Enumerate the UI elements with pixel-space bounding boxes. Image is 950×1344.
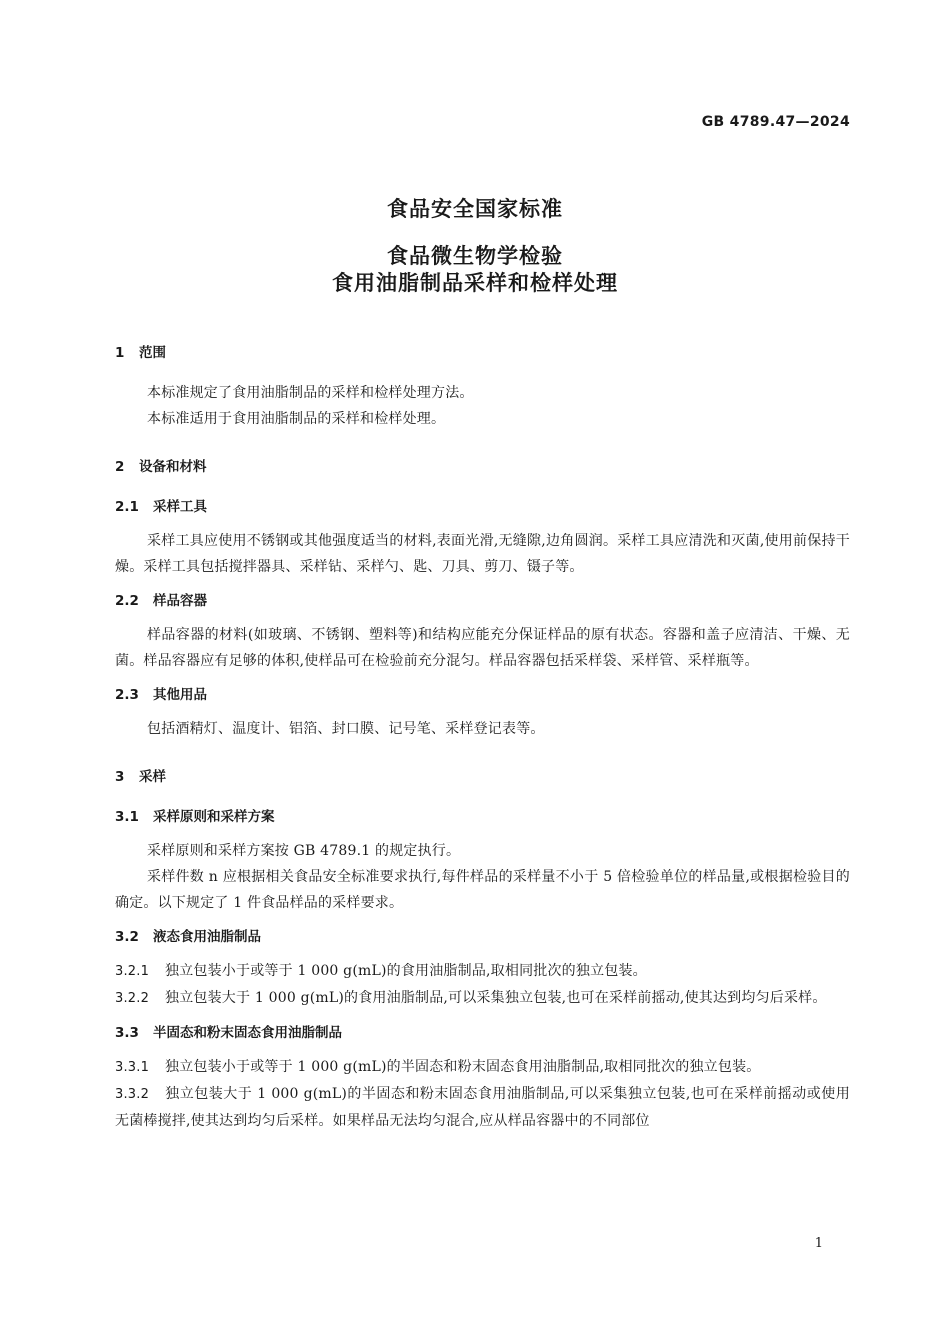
subsection-number: 2.2 — [115, 593, 139, 609]
clause-3-3-2 — [115, 1081, 850, 1134]
page-number: 1 — [814, 1236, 823, 1251]
clause-number: 3.2.1 — [115, 964, 150, 979]
document-body — [115, 340, 850, 1134]
clause-3-2-1 — [115, 958, 850, 985]
document-title-line2: 食品微生物学检验 — [387, 244, 563, 268]
subsection-heading-3-2 — [115, 924, 850, 950]
section-title: 设备和材料 — [139, 459, 207, 475]
subsection-heading-3-3 — [115, 1020, 850, 1046]
subsection-title: 其他用品 — [153, 687, 207, 703]
document-title-main: 食品安全国家标准 — [387, 197, 563, 221]
paragraph: 采样工具应使用不锈钢或其他强度适当的材料,表面光滑,无缝隙,边角圆润。采样工具应清洗和灭菌,使用前保持干燥。采样工具包括搅拌器具、采样钻、采样勺、匙、刀具、剪刀、镊子等。 — [115, 533, 850, 575]
subsection-number: 3.1 — [115, 809, 139, 825]
document-title-block — [0, 196, 950, 297]
subsection-heading-2-2 — [115, 588, 850, 614]
subsection-heading-2-3 — [115, 682, 850, 708]
standard-code: GB 4789.47—2024 — [701, 114, 850, 130]
subsection-number: 2.3 — [115, 687, 139, 703]
section-title: 范围 — [139, 345, 166, 361]
paragraph: 本标准规定了食用油脂制品的采样和检样处理方法。 — [147, 385, 474, 401]
subsection-heading-2-1 — [115, 494, 850, 520]
subsection-title: 液态食用油脂制品 — [153, 929, 261, 945]
paragraph: 样品容器的材料(如玻璃、不锈钢、塑料等)和结构应能充分保证样品的原有状态。容器和盖子应清洁、干燥、无菌。样品容器应有足够的体积,使样品可在检验前充分混匀。样品容器包括采样袋、采样管、采样瓶等。 — [115, 627, 850, 669]
paragraph: 本标准适用于食用油脂制品的采样和检样处理。 — [147, 411, 446, 427]
subsection-number: 3.2 — [115, 929, 139, 945]
clause-3-2-2 — [115, 985, 850, 1012]
subsection-title: 采样原则和采样方案 — [153, 809, 275, 825]
section-number: 1 — [115, 345, 125, 361]
subsection-number: 2.1 — [115, 499, 139, 515]
section-number: 2 — [115, 459, 125, 475]
clause-text: 独立包装小于或等于 1 000 g(mL)的半固态和粉末固态食用油脂制品,取相同批次的独立包装。 — [165, 1059, 761, 1075]
subsection-title: 半固态和粉末固态食用油脂制品 — [153, 1025, 342, 1041]
subsection-number: 3.3 — [115, 1025, 139, 1041]
clause-number: 3.3.2 — [115, 1087, 150, 1102]
paragraph: 采样件数 n 应根据相关食品安全标准要求执行,每件样品的采样量不小于 5 倍检验单位的样品量,或根据检验目的确定。以下规定了 1 件食品样品的采样要求。 — [115, 869, 850, 911]
clause-3-3-1 — [115, 1054, 850, 1081]
subsection-title: 样品容器 — [153, 593, 207, 609]
clause-number: 3.3.1 — [115, 1060, 150, 1075]
section-heading-3 — [115, 764, 850, 790]
paragraph: 包括酒精灯、温度计、铝箔、封口膜、记号笔、采样登记表等。 — [147, 721, 545, 737]
section-heading-1 — [115, 340, 850, 366]
clause-text: 独立包装大于 1 000 g(mL)的食用油脂制品,可以采集独立包装,也可在采样前摇动,使其达到均匀后采样。 — [165, 990, 827, 1006]
subsection-heading-3-1 — [115, 804, 850, 830]
clause-number: 3.2.2 — [115, 991, 150, 1006]
clause-text: 独立包装大于 1 000 g(mL)的半固态和粉末固态食用油脂制品,可以采集独立包装,也可在采样前摇动或使用无菌棒搅拌,使其达到均匀后采样。如果样品无法均匀混合,应从样品容器中的不同部位 — [115, 1086, 850, 1129]
section-number: 3 — [115, 769, 125, 785]
section-heading-2 — [115, 454, 850, 480]
clause-text: 独立包装小于或等于 1 000 g(mL)的食用油脂制品,取相同批次的独立包装。 — [165, 963, 647, 979]
subsection-title: 采样工具 — [153, 499, 207, 515]
section-title: 采样 — [139, 769, 166, 785]
document-title-line3: 食用油脂制品采样和检样处理 — [332, 271, 618, 295]
paragraph: 采样原则和采样方案按 GB 4789.1 的规定执行。 — [147, 843, 461, 859]
